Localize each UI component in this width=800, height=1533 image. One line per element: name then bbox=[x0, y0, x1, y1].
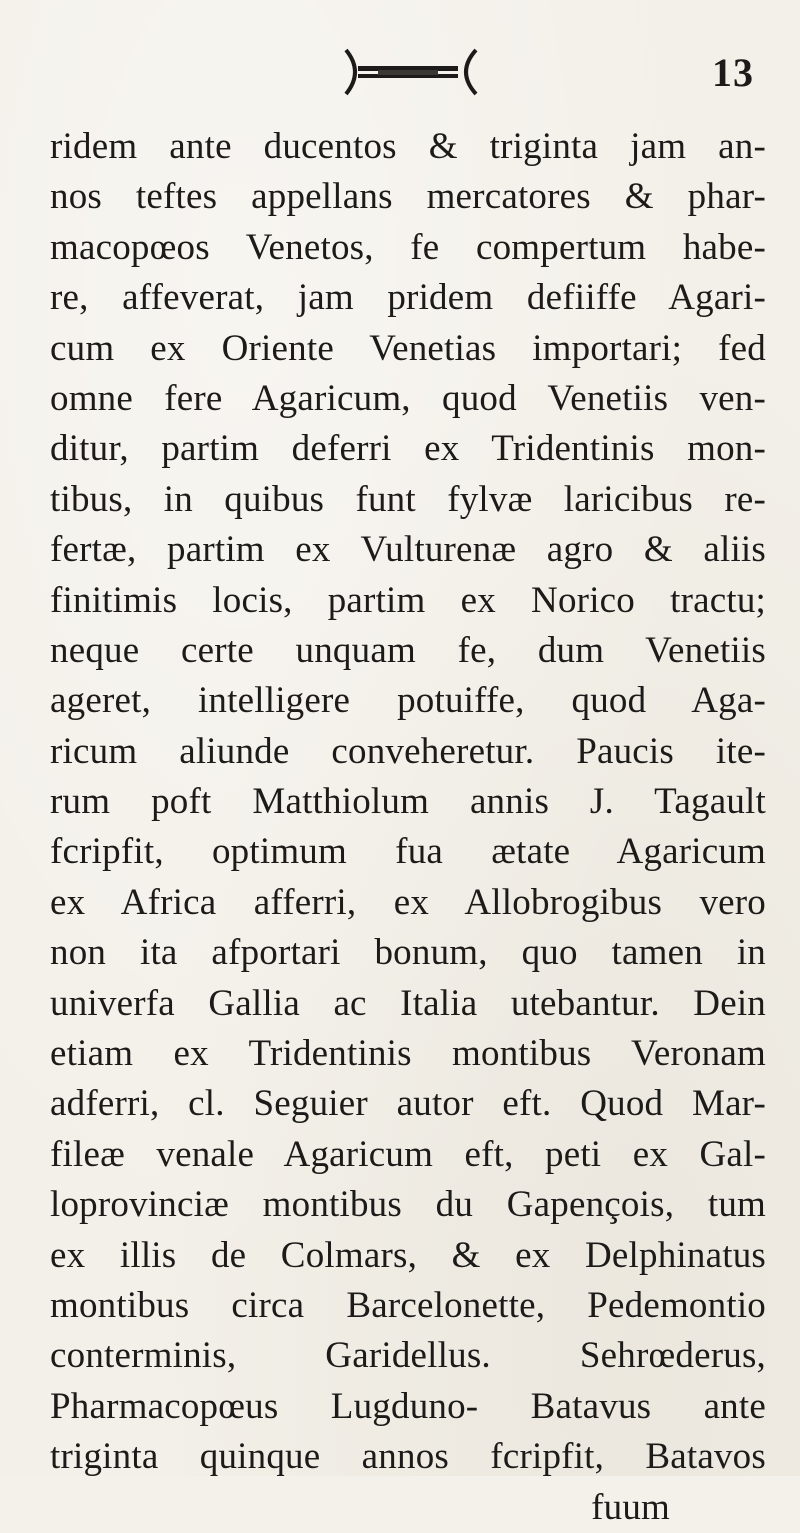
text-line: ageret, intelligere potuiffe, quod Aga- bbox=[50, 680, 766, 722]
latin-text-block bbox=[50, 122, 766, 1533]
text-line: tibus, in quibus funt fylvæ laricibus re- bbox=[50, 478, 766, 520]
page-number: 13 bbox=[712, 50, 754, 95]
text-line: ex Africa afferri, ex Allobrogibus vero bbox=[50, 881, 766, 923]
text-line: etiam ex Tridentinis montibus Veronam bbox=[50, 1033, 766, 1075]
text-line: rum poft Matthiolum annis J. Tagault bbox=[50, 781, 766, 823]
catchword: fuum bbox=[591, 1486, 670, 1528]
text-line: ridem ante ducentos & triginta jam an- bbox=[50, 126, 766, 167]
text-line: fcripfit, optimum fua ætate Agaricum bbox=[50, 831, 766, 873]
text-line: non ita afportari bonum, quo tamen in bbox=[50, 932, 766, 974]
text-line: Pharmacopœus Lugduno- Batavus ante bbox=[50, 1385, 766, 1427]
text-line: macopœos Venetos, fe compertum habe- bbox=[50, 226, 766, 268]
bracket-rule-ornament bbox=[338, 44, 488, 100]
text-line: loprovinciæ montibus du Gapençois, tum bbox=[50, 1184, 766, 1226]
text-line: adferri, cl. Seguier autor eft. Quod Mar- bbox=[50, 1083, 766, 1125]
text-line: triginta quinque annos fcripfit, Batavos bbox=[50, 1436, 766, 1478]
text-line: omne fere Agaricum, quod Venetiis ven- bbox=[50, 377, 766, 419]
page-header bbox=[0, 44, 800, 104]
text-line: ditur, partim deferri ex Tridentinis mon- bbox=[50, 428, 766, 470]
text-line: finitimis locis, partim ex Norico tractu; bbox=[50, 579, 766, 621]
text-line: montibus circa Barcelonette, Pedemontio bbox=[50, 1284, 766, 1326]
text-line: ricum aliunde conveheretur. Paucis ite- bbox=[50, 730, 766, 772]
text-line: ex illis de Colmars, & ex Delphinatus bbox=[50, 1234, 766, 1276]
text-line: neque certe unquam fe, dum Venetiis bbox=[50, 629, 766, 671]
text-line: conterminis, Garidellus. Sehrœderus, bbox=[50, 1335, 766, 1377]
text-line: fileæ venale Agaricum eft, peti ex Gal- bbox=[50, 1133, 766, 1175]
text-line: fertæ, partim ex Vulturenæ agro & aliis bbox=[50, 529, 766, 571]
text-line: univerfa Gallia ac Italia utebantur. Dein bbox=[50, 982, 766, 1024]
text-line: re, affeverat, jam pridem defiiffe Agari- bbox=[50, 277, 766, 319]
text-line: cum ex Oriente Venetias importari; fed bbox=[50, 327, 766, 369]
text-line: nos teftes appellans mercatores & phar- bbox=[50, 176, 766, 218]
